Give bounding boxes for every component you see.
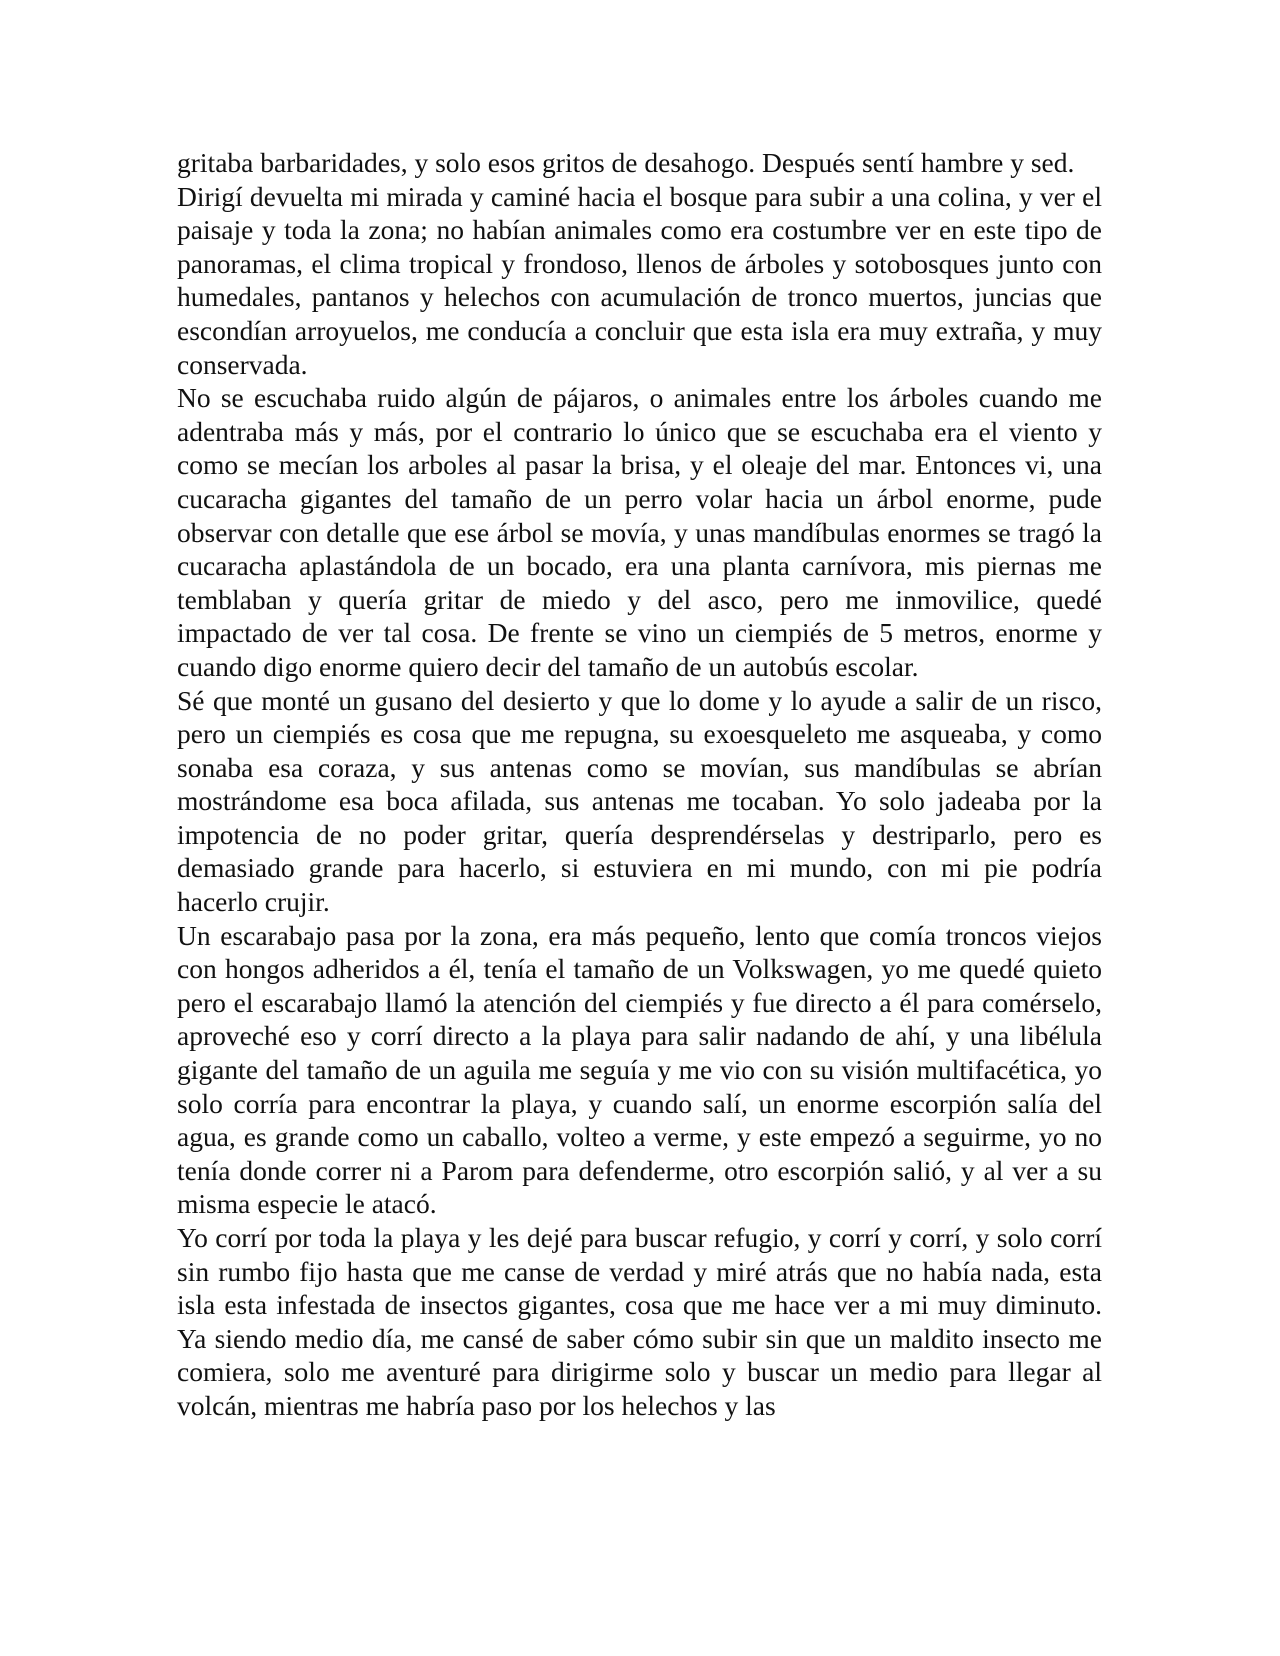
paragraph: Dirigí devuelta mi mirada y caminé hacia el bosque para subir a una colina, y ver el paisaje y toda la zona; no habían animales como era costumbre ver en este tipo de panoramas, el clima tropical y frondoso, llenos de árboles y sotobosques junto con humedales, pantanos y helechos con acumulación de tronco muertos, juncias que escondían arroyuelos, me conducía a concluir que esta isla era muy extraña, y muy conservada. [177,180,1102,380]
paragraph: Sé que monté un gusano del desierto y que lo dome y lo ayude a salir de un risco, pero un ciempiés es cosa que me repugna, su exoesqueleto me asqueaba, y como sonaba esa coraza, y sus antenas como se movían, sus mandíbulas se abrían mostrándome esa boca afilada, sus antenas me tocaban. Yo solo jadeaba por la impotencia de no poder gritar, quería desprendérselas y destriparlo, pero es demasiado grande para hacerlo, si estuviera en mi mundo, con mi pie podría hacerlo crujir. [177,684,1102,918]
paragraph: Un escarabajo pasa por la zona, era más pequeño, lento que comía troncos viejos con hongos adheridos a él, tenía el tamaño de un Volkswagen, yo me quedé quieto pero el escarabajo llamó la atención del ciempiés y fue directo a él para comérselo, aproveché eso y corrí directo a la playa para salir nadando de ahí, y una libélula gigante del tamaño de un aguila me seguía y me vio con su visión multifacética, yo solo corría para encontrar la playa, y cuando salí, un enorme escorpión salía del agua, es grande como un caballo, volteo a verme, y este empezó a seguirme, yo no tenía donde correr ni a Parom para defenderme, otro escorpión salió, y al ver a su misma especie le atacó. [177,919,1102,1220]
paragraph: gritaba barbaridades, y solo esos gritos de desahogo. Después sentí hambre y sed. [177,147,1075,178]
paragraph: No se escuchaba ruido algún de pájaros, o animales entre los árboles cuando me adentraba más y más, por el contrario lo único que se escuchaba era el viento y como se mecían los arboles al pasar la brisa, y el oleaje del mar. Entonces vi, una cucaracha gigantes del tamaño de un perro volar hacia un árbol enorme, pude observar con detalle que ese árbol se movía, y unas mandíbulas enormes se tragó la cucaracha aplastándola de un bocado, era una planta carnívora, mis piernas me temblaban y quería gritar de miedo y del asco, pero me inmovilice, quedé impactado de ver tal cosa. De frente se vino un ciempiés de 5 metros, enorme y cuando digo enorme quiero decir del tamaño de un autobús escolar. [177,382,1102,682]
body-text [177,146,1102,1423]
paragraph: Yo corrí por toda la playa y les dejé para buscar refugio, y corrí y corrí, y solo corrí sin rumbo fijo hasta que me canse de verdad y miré atrás que no había nada, esta isla esta infestada de insectos gigantes, cosa que me hace ver a mi muy diminuto. Ya siendo medio día, me cansé de saber cómo subir sin que un maldito insecto me comiera, solo me aventuré para dirigirme solo y buscar un medio para llegar al volcán, mientras me habría paso por los helechos y las [177,1222,1102,1421]
